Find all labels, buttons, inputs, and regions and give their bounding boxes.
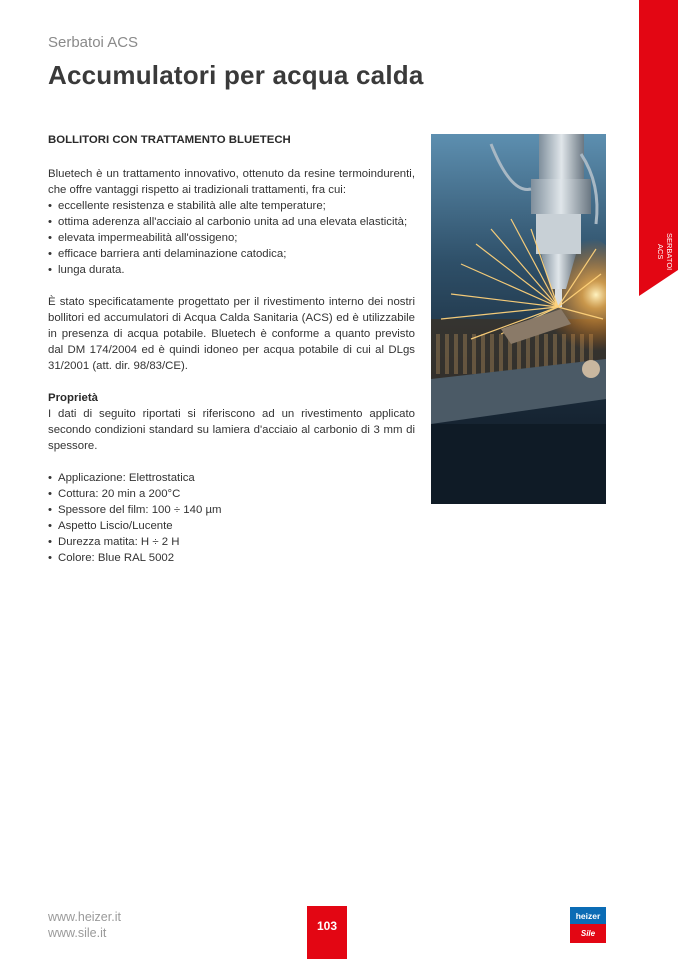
logo-sile-text: Sile xyxy=(570,924,606,943)
heizer-link[interactable]: www.heizer.it xyxy=(48,910,121,924)
page-title: Accumulatori per acqua calda xyxy=(48,60,424,90)
list-item: • Cottura: 20 min a 200°C xyxy=(48,486,415,502)
content-heading: BOLLITORI CON TRATTAMENTO BLUETECH xyxy=(48,134,291,146)
list-item: • eccellente resistenza e stabilità alle alte temperature; xyxy=(48,198,415,214)
list-item: • ottima aderenza all'acciaio al carbonio unita ad una elevata elasticità; xyxy=(48,214,415,230)
list-item: • elevata impermeabilità all'ossigeno; xyxy=(48,230,415,246)
section-label: Serbatoi ACS xyxy=(48,34,139,51)
description-paragraph: È stato specificatamente progettato per il rivestimento interno dei nostri bollitori ed accumulatori di Acqua Calda Sanitaria (ACS) ed è utilizzabile in presenza di acqua potabile. Bluetech è conforme a quanto previsto dal DM 174/2004 ed è quindi idoneo per acqua potabile di cui al DLgs 31/2001 (att. dir. 98/83/CE). xyxy=(48,296,415,372)
properties-intro: I dati di seguito riportati si riferiscono ad un rivestimento applicato secondo condizioni standard su lamiera d'acciaio al carbonio di 3 mm di spessore. xyxy=(48,408,415,452)
intro-paragraph: Bluetech è un trattamento innovativo, ottenuto da resine termoindurenti, che offre vantaggi rispetto ai tradizionali trattamenti, fra cui: xyxy=(48,168,415,196)
main-content xyxy=(48,132,415,566)
footer-links xyxy=(48,909,121,941)
list-item: • Spessore del film: 100 ÷ 140 µm xyxy=(48,502,415,518)
logo-heizer-text: heizer xyxy=(570,907,606,924)
list-item: • Aspetto Liscio/Lucente xyxy=(48,518,415,534)
advantages-list xyxy=(48,198,415,278)
page-number: 103 xyxy=(307,906,347,959)
laser-cutting-photo xyxy=(431,134,606,504)
heizer-sile-logo xyxy=(570,907,606,943)
properties-list xyxy=(48,470,415,566)
list-item: • Durezza matita: H ÷ 2 H xyxy=(48,534,415,550)
sile-link[interactable]: www.sile.it xyxy=(48,926,107,940)
list-item: • efficace barriera anti delaminazione catodica; xyxy=(48,246,415,262)
properties-heading: Proprietà xyxy=(48,392,99,404)
list-item: • Colore: Blue RAL 5002 xyxy=(48,550,415,566)
list-item: • lunga durata. xyxy=(48,262,415,278)
list-item: • Applicazione: Elettrostatica xyxy=(48,470,415,486)
section-tab-label: SERBATOI ACS xyxy=(656,233,674,271)
